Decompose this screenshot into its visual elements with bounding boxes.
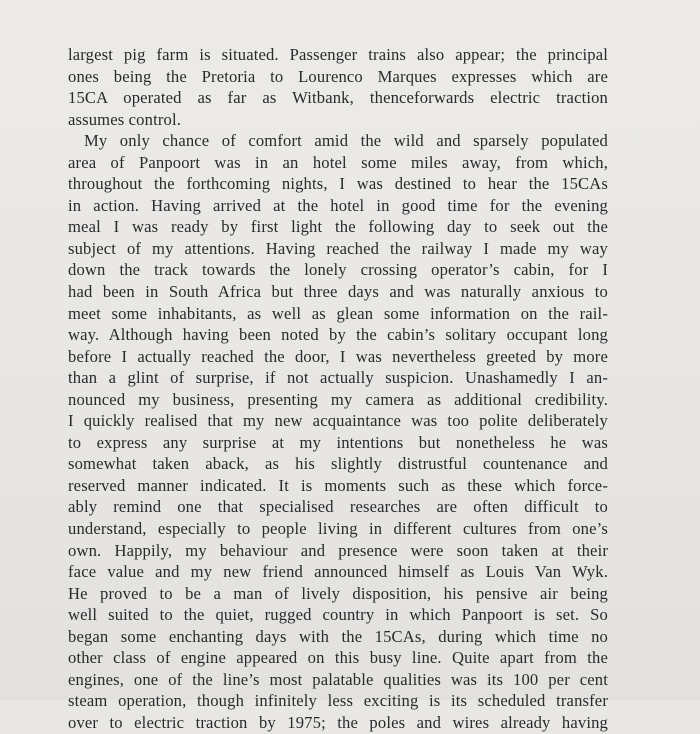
text-line: began some enchanting days with the 15CAs, during which time no xyxy=(68,626,608,646)
text-line: understand, especially to people living in different cultures from one’s xyxy=(68,519,608,539)
text-line: My only chance of comfort amid the wild and sparsely populated xyxy=(84,131,608,151)
text-line: to express any surprise at my intentions but nonetheless he was xyxy=(68,432,608,452)
text-line: well suited to the quiet, rugged country in which Panpoort is set. So xyxy=(68,605,608,625)
text-line: other class of engine appeared on this busy line. Quite apart from the xyxy=(68,648,608,668)
body-text xyxy=(68,44,608,734)
text-line: in action. Having arrived at the hotel in good time for the evening xyxy=(68,195,608,215)
text-line: way. Although having been noted by the cabin’s solitary occupant long xyxy=(68,325,608,345)
text-line: than a glint of surprise, if not actually suspicion. Unashamedly I an- xyxy=(68,368,608,388)
text-line: meal I was ready by first light the following day to seek out the xyxy=(68,217,608,237)
text-line: I quickly realised that my new acquaintance was too polite deliberately xyxy=(68,411,608,431)
text-line: He proved to be a man of lively disposition, his pensive air being xyxy=(68,583,608,603)
text-line: face value and my new friend announced himself as Louis Van Wyk. xyxy=(68,562,608,582)
text-line: meet some inhabitants, as well as glean some information on the rail- xyxy=(68,303,608,323)
text-line: throughout the forthcoming nights, I was destined to hear the 15CAs xyxy=(68,174,608,194)
text-line: before I actually reached the door, I was nevertheless greeted by more xyxy=(68,346,608,366)
text-line: area of Panpoort was in an hotel some miles away, from which, xyxy=(68,152,608,172)
text-line: reserved manner indicated. It is moments such as these which force- xyxy=(68,475,608,495)
text-line: nounced my business, presenting my camera as additional credibility. xyxy=(68,389,608,409)
text-line: subject of my attentions. Having reached the railway I made my way xyxy=(68,238,608,258)
text-line: ones being the Pretoria to Lourenco Marques expresses which are xyxy=(68,66,608,86)
text-line: engines, one of the line’s most palatable qualities was its 100 per cent xyxy=(68,669,608,689)
text-line: over to electric traction by 1975; the poles and wires already having xyxy=(68,712,608,732)
text-line: somewhat taken aback, as his slightly distrustful countenance and xyxy=(68,454,608,474)
text-line: assumes control. xyxy=(68,109,182,129)
text-line: 15CA operated as far as Witbank, thenceforwards electric traction xyxy=(68,88,608,108)
text-line: own. Happily, my behaviour and presence were soon taken at their xyxy=(68,540,608,560)
text-line: ably remind one that specialised researches are often difficult to xyxy=(68,497,608,517)
text-line: steam operation, though infinitely less exciting is its scheduled transfer xyxy=(68,691,608,711)
text-line: largest pig farm is situated. Passenger trains also appear; the principal xyxy=(68,45,608,64)
text-line: had been in South Africa but three days and was naturally anxious to xyxy=(68,282,608,302)
text-line: down the track towards the lonely crossing operator’s cabin, for I xyxy=(68,260,608,280)
